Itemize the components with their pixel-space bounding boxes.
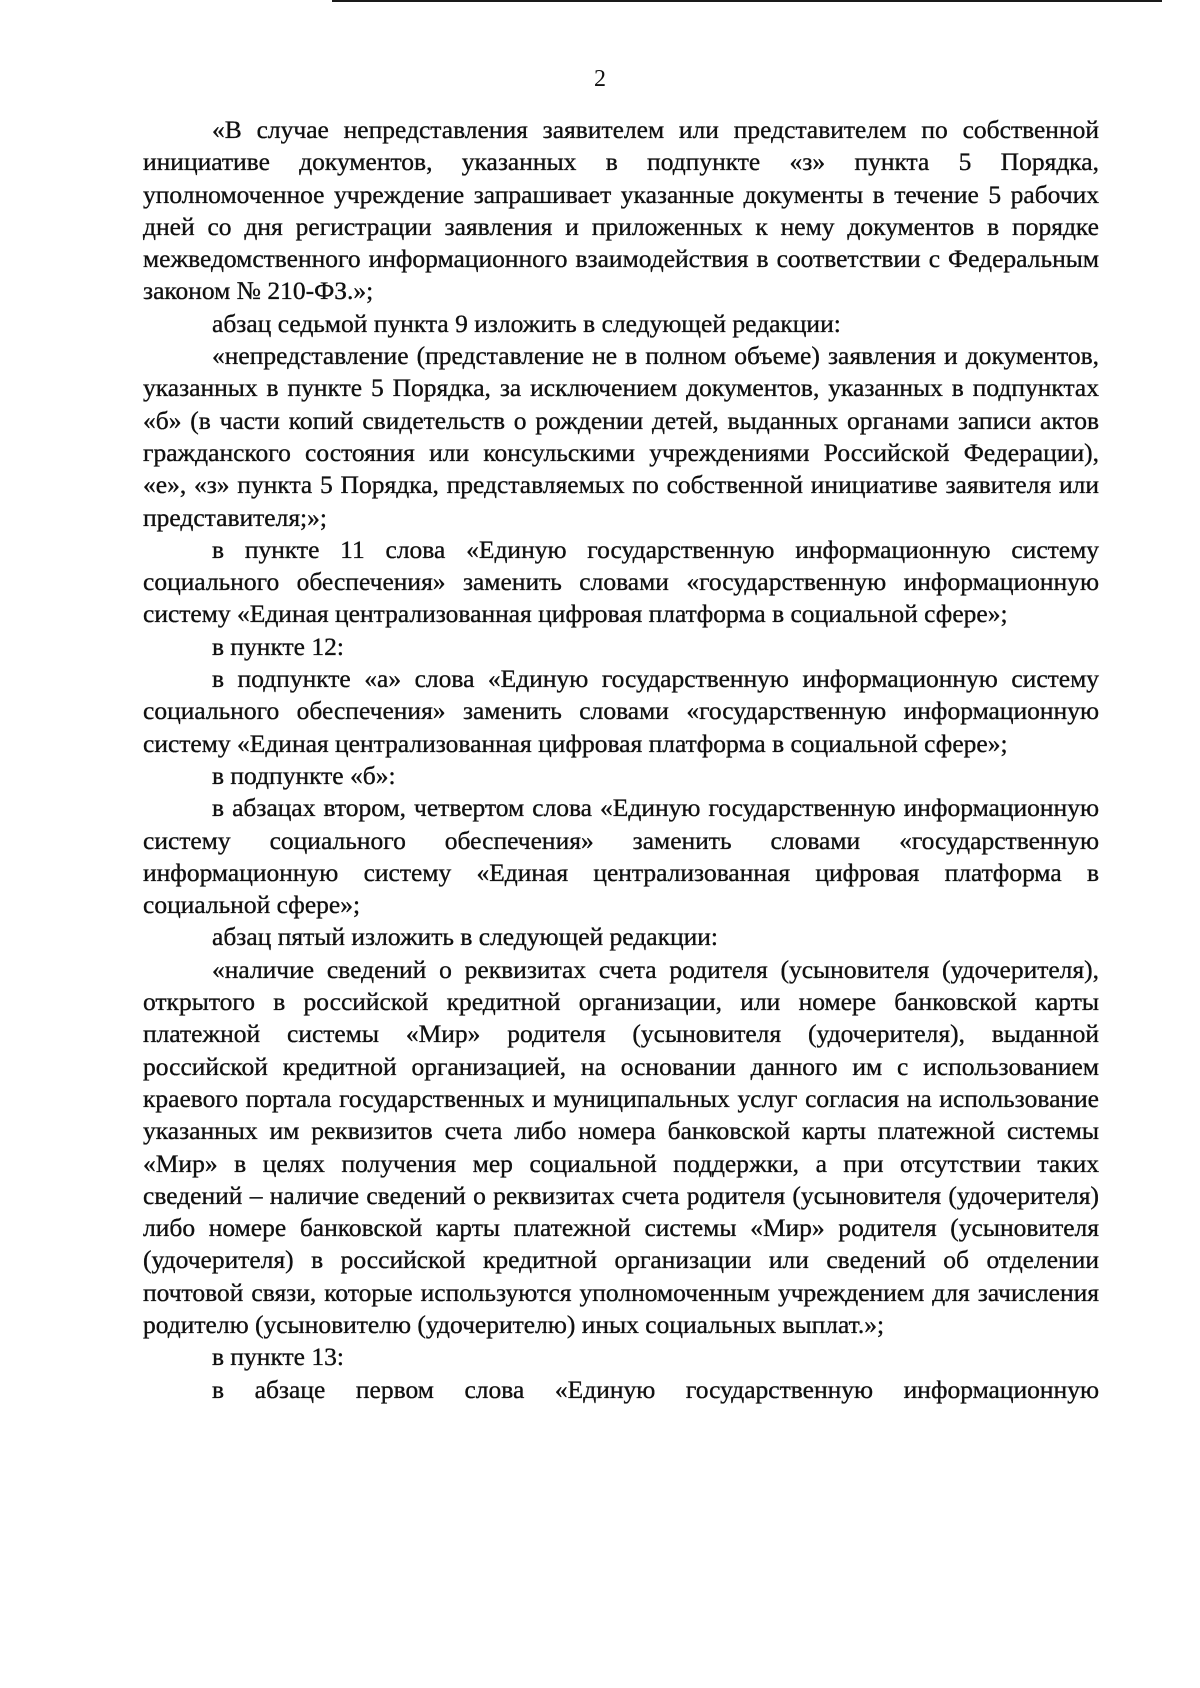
- paragraph-item-11: в пункте 11 слова «Единую государственную информационную систему социального обеспечения» заменить словами «государственную информационную систему «Единая централизованная цифровая платформа в социальной сфере»;: [143, 534, 1099, 629]
- paragraph-item-12-a: в подпункте «а» слова «Единую государственную информационную систему социального обеспечения» заменить словами «государственную информационную систему «Единая централизованная цифровая платформа в социальной сфере»;: [143, 664, 1099, 758]
- paragraph-instruction-paragraph-5: абзац пятый изложить в следующей редакции:: [212, 922, 718, 952]
- paragraph-instruction-item-9: абзац седьмой пункта 9 изложить в следующей редакции:: [212, 308, 841, 338]
- page-number: 2: [594, 66, 606, 92]
- paragraph-item-12-b-paragraphs: в абзацах втором, четвертом слова «Единую государственную информационную систему социального обеспечения» заменить словами «государственную информационную систему «Единая централизованная цифровая платформа в социальной сфере»;: [143, 793, 1099, 920]
- paragraph-quoted-amendment-3: «наличие сведений о реквизитах счета родителя (усыновителя (удочерителя), открытого в российской кредитной организации, или номере банковской карты платежной системы «Мир» родителя (усыновителя (удочерителя), выданной российской кредитной организацией, на основании данного им с использованием краевого портала государственных и муниципальных услуг согласия на использование указанных им реквизитов счета либо номера банковской карты платежной системы «Мир» в целях получения мер социальной поддержки, а при отсутствии таких сведений – наличие сведений о реквизитах счета родителя (усыновителя (удочерителя) либо номере банковской карты платежной системы «Мир» родителя (усыновителя (удочерителя) в российской кредитной организации или сведений об отделении почтовой связи, которые используются уполномоченным учреждением для зачисления родителю (усыновителю (удочерителю) иных социальных выплат.»;: [143, 954, 1099, 1339]
- paragraph-item-12-heading: в пункте 12:: [212, 631, 344, 661]
- document-body: [143, 114, 1099, 1406]
- paragraph-item-13-first: в абзаце первом слова «Единую государственную информационную: [212, 1374, 1099, 1404]
- paragraph-quoted-amendment-2: «непредставление (представление не в полном объеме) заявления и документов, указанных в пункте 5 Порядка, за исключением документов, указанных в подпунктах «б» (в части копий свидетельств о рождении детей, выданных органами записи актов гражданского состояния или консульскими учреждениями Российской Федерации), «е», «з» пункта 5 Порядка, представляемых по собственной инициативе заявителя или представителя;»;: [143, 341, 1099, 532]
- paragraph-quoted-amendment-1: «В случае непредставления заявителем или представителем по собственной инициативе документов, указанных в подпункте «з» пункта 5 Порядка, уполномоченное учреждение запрашивает указанные документы в течение 5 рабочих дней со дня регистрации заявления и приложенных к нему документов в порядке межведомственного информационного взаимодействия в соответствии с Федеральным законом № 210-ФЗ.»;: [143, 115, 1099, 306]
- scan-edge-line: [332, 0, 1162, 2]
- paragraph-item-12-b-heading: в подпункте «б»:: [212, 760, 396, 790]
- paragraph-item-13-heading: в пункте 13:: [212, 1342, 344, 1372]
